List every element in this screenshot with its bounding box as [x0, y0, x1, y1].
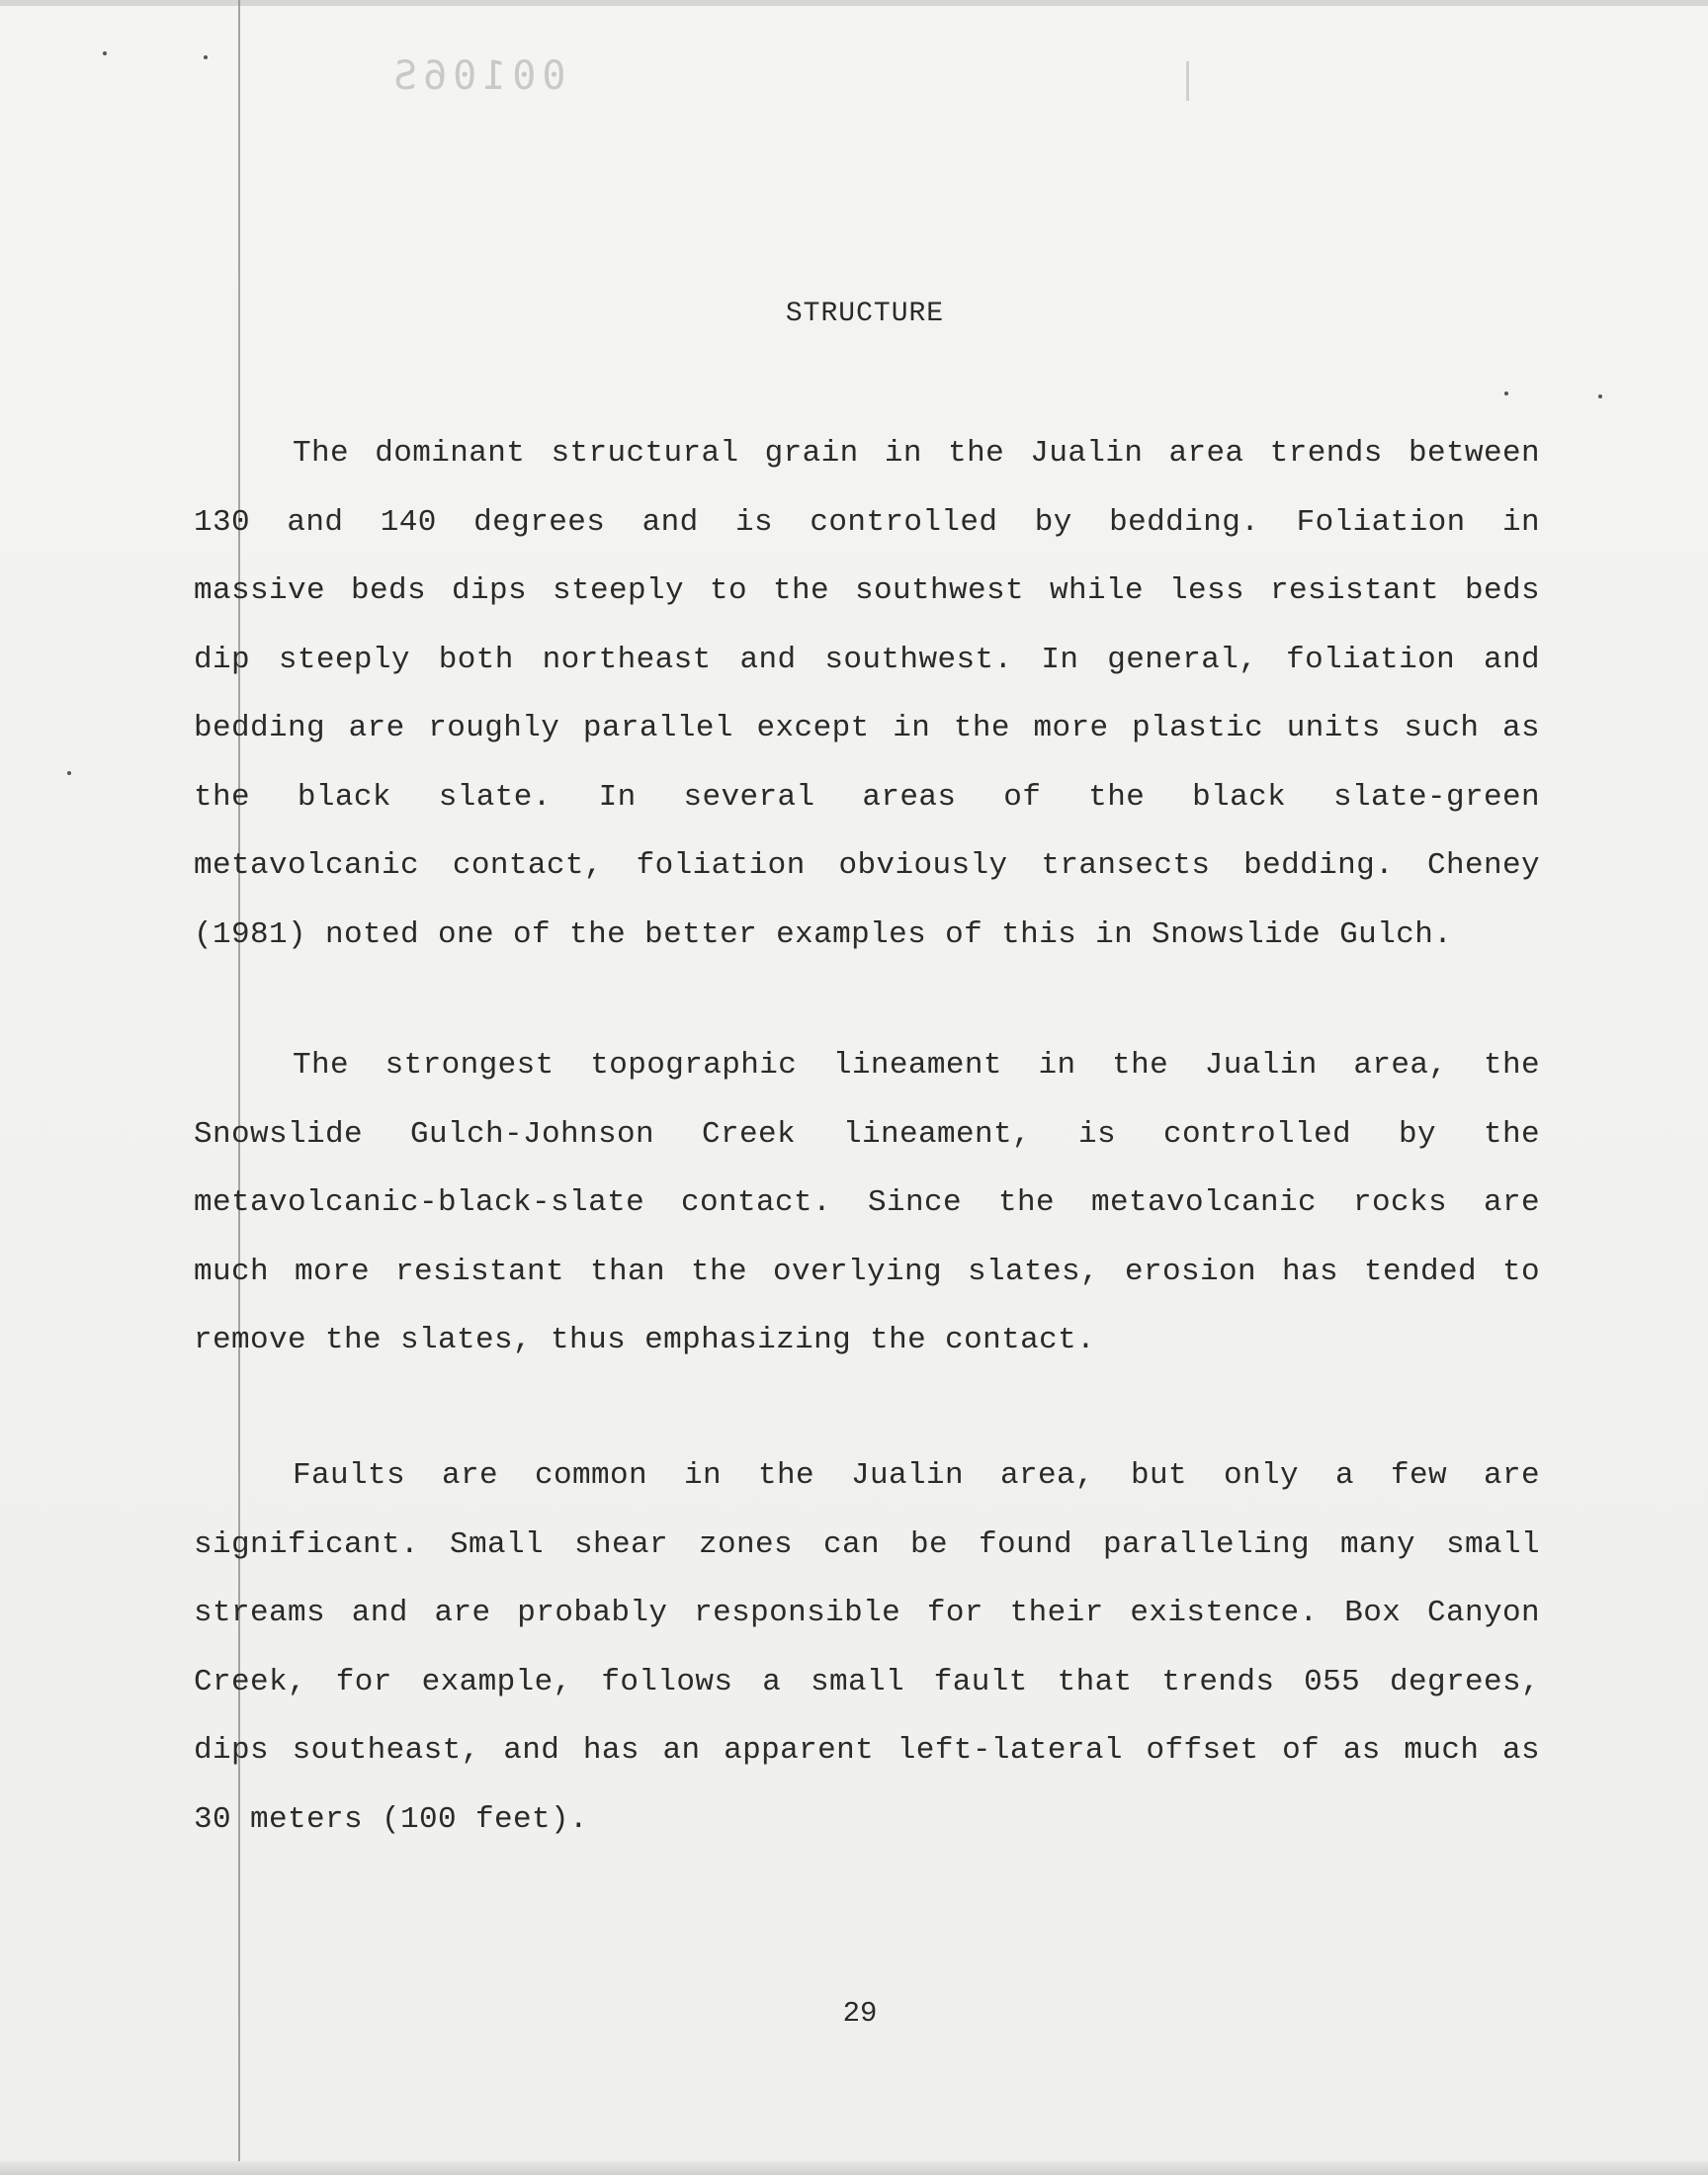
paragraph-structural-grain	[194, 419, 1540, 969]
speck	[1504, 392, 1508, 395]
text-line: Faults are common in the Jualin area, but only a few are	[293, 1458, 1540, 1493]
text-line: bedding are roughly parallel except in the more plastic units such as	[194, 711, 1540, 745]
speck	[204, 55, 208, 59]
text-line: (1981) noted one of the better examples of this in Snowslide Gulch.	[194, 916, 1453, 952]
text-line: The strongest topographic lineament in the Jualin area, the	[293, 1048, 1540, 1083]
text-line: remove the slates, thus emphasizing the contact.	[194, 1323, 1096, 1357]
page-bottom-edge	[0, 2161, 1708, 2175]
page-number: 29	[842, 1997, 878, 2030]
paragraph-topographic-lineament	[194, 1031, 1540, 1375]
text-line: metavolcanic contact, foliation obviously transects bedding. Cheney	[194, 848, 1540, 883]
text-line: streams and are probably responsible for their existence. Box Canyon	[194, 1596, 1540, 1630]
speck	[67, 771, 71, 775]
paragraph-faults	[194, 1441, 1540, 1854]
text-line: 130 and 140 degrees and is controlled by bedding. Foliation in	[194, 504, 1540, 540]
section-heading: STRUCTURE	[785, 299, 945, 329]
text-line: massive beds dips steeply to the southwest while less resistant beds	[194, 573, 1540, 608]
text-line: the black slate. In several areas of the black slate-green	[194, 779, 1540, 815]
text-line: Creek, for example, follows a small fault that trends 055 degrees,	[194, 1664, 1540, 1699]
text-line: significant. Small shear zones can be found paralleling many small	[194, 1526, 1540, 1562]
text-line: Snowslide Gulch-Johnson Creek lineament, is controlled by the	[194, 1116, 1540, 1152]
text-line: 30 meters (100 feet).	[194, 1801, 589, 1837]
text-line: dips southeast, and has an apparent left-lateral offset of as much as	[194, 1733, 1540, 1768]
archive-stamp: 00106S	[387, 53, 566, 99]
speck	[103, 51, 107, 55]
text-line: The dominant structural grain in the Jualin area trends between	[293, 436, 1540, 471]
speck	[1598, 394, 1602, 398]
faint-mark	[1186, 61, 1189, 101]
text-line: much more resistant than the overlying slates, erosion has tended to	[194, 1254, 1540, 1289]
page-top-edge	[0, 0, 1708, 6]
text-line: dip steeply both northeast and southwest. In general, foliation and	[194, 642, 1540, 677]
text-line: metavolcanic-black-slate contact. Since the metavolcanic rocks are	[194, 1185, 1540, 1220]
